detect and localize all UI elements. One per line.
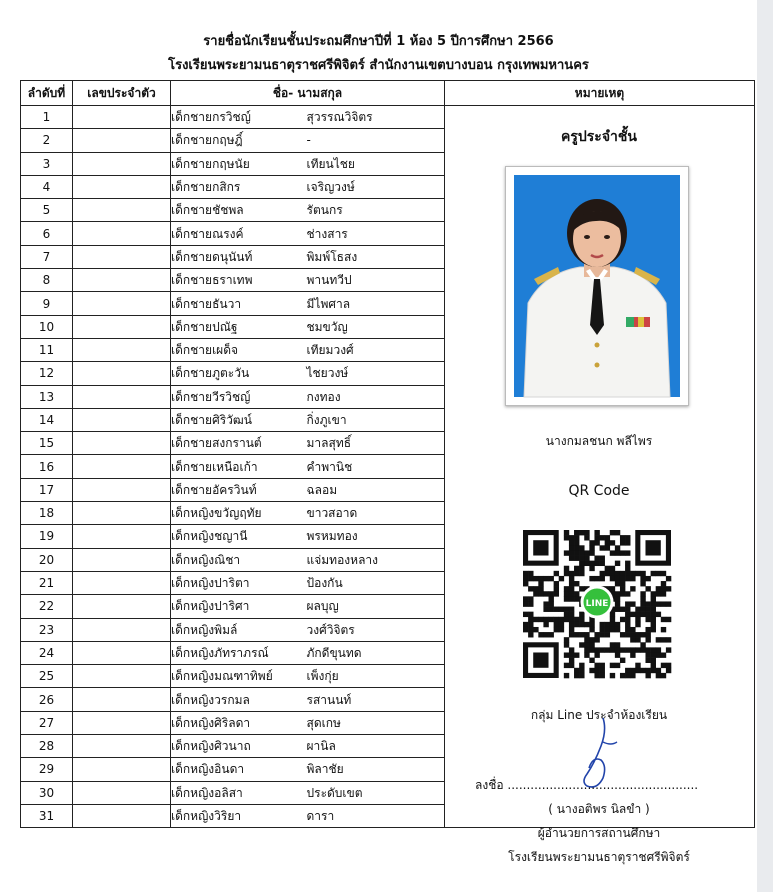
student-first-name: เด็กหญิงพิมล์	[171, 618, 307, 641]
remark-cell	[445, 106, 755, 864]
student-first-name: เด็กหญิงมณฑาทิพย์	[171, 665, 307, 688]
student-id	[73, 199, 171, 222]
student-id	[73, 245, 171, 268]
student-first-name: เด็กชายธราเทพ	[171, 269, 307, 292]
student-last-name: มาลสุทธิ์	[307, 432, 445, 455]
student-id	[73, 269, 171, 292]
row-number: 20	[21, 548, 73, 571]
student-first-name: เด็กหญิงอินดา	[171, 758, 307, 781]
student-first-name: เด็กชายกสิกร	[171, 175, 307, 198]
director-name: ( นางอติพร นิลขำ )	[548, 802, 650, 816]
row-number: 1	[21, 106, 73, 129]
student-id	[73, 781, 171, 804]
student-id	[73, 175, 171, 198]
row-number: 4	[21, 175, 73, 198]
student-last-name: -	[307, 129, 445, 152]
student-first-name: เด็กหญิงศิริลดา	[171, 711, 307, 734]
student-id	[73, 641, 171, 664]
student-last-name: ช่างสาร	[307, 222, 445, 245]
student-last-name: ผานิล	[307, 735, 445, 758]
student-id	[73, 385, 171, 408]
teacher-photo-frame	[505, 166, 689, 406]
student-first-name: เด็กหญิงชญานี	[171, 525, 307, 548]
student-first-name: เด็กชายเผด็จ	[171, 338, 307, 361]
student-first-name: เด็กชายภูตะวัน	[171, 362, 307, 385]
row-number: 29	[21, 758, 73, 781]
student-id	[73, 315, 171, 338]
student-first-name: เด็กหญิงภัทราภรณ์	[171, 641, 307, 664]
student-last-name: ไชยวงษ์	[307, 362, 445, 385]
student-first-name: เด็กชายศิริวัฒน์	[171, 408, 307, 431]
student-first-name: เด็กชายดนุนันท์	[171, 245, 307, 268]
table-row	[21, 106, 755, 129]
student-id	[73, 338, 171, 361]
teacher-photo	[514, 175, 680, 397]
student-first-name: เด็กชายกฤษนัย	[171, 152, 307, 175]
student-last-name: ภักดีขุนทด	[307, 641, 445, 664]
teacher-name: นางกมลชนก พลีไพร	[545, 434, 653, 448]
student-first-name: เด็กชายชัชพล	[171, 199, 307, 222]
row-number: 13	[21, 385, 73, 408]
student-first-name: เด็กหญิงวิริยา	[171, 804, 307, 827]
header-no: ลำดับที่	[21, 81, 73, 106]
student-id	[73, 525, 171, 548]
student-id	[73, 106, 171, 129]
row-number: 15	[21, 432, 73, 455]
roster-body	[21, 106, 755, 864]
student-first-name: เด็กชายกฤษฎิ์	[171, 129, 307, 152]
student-first-name: เด็กหญิงปาริตา	[171, 571, 307, 594]
table-header-row	[21, 81, 755, 106]
student-last-name: ชมขวัญ	[307, 315, 445, 338]
student-last-name: กงทอง	[307, 385, 445, 408]
student-last-name: สุดเกษ	[307, 711, 445, 734]
row-number: 22	[21, 595, 73, 618]
student-last-name: ดารา	[307, 804, 445, 827]
row-number: 26	[21, 688, 73, 711]
header-remark: หมายเหตุ	[445, 81, 755, 106]
student-id	[73, 688, 171, 711]
row-number: 30	[21, 781, 73, 804]
student-id	[73, 478, 171, 501]
homeroom-teacher-heading: ครูประจำชั้น	[561, 129, 637, 145]
student-first-name: เด็กหญิงปาริศา	[171, 595, 307, 618]
student-id	[73, 618, 171, 641]
student-first-name: เด็กหญิงอลิสา	[171, 781, 307, 804]
row-number: 23	[21, 618, 73, 641]
student-last-name: ฉลอม	[307, 478, 445, 501]
student-id	[73, 129, 171, 152]
student-last-name: พรหมทอง	[307, 525, 445, 548]
student-id	[73, 408, 171, 431]
student-id	[73, 571, 171, 594]
student-id	[73, 665, 171, 688]
row-number: 10	[21, 315, 73, 338]
row-number: 21	[21, 571, 73, 594]
student-last-name: ขาวสอาด	[307, 502, 445, 525]
student-last-name: ผลบุญ	[307, 595, 445, 618]
student-first-name: เด็กชายสงกรานต์	[171, 432, 307, 455]
row-number: 3	[21, 152, 73, 175]
row-number: 16	[21, 455, 73, 478]
student-last-name: กิ่งภูเขา	[307, 408, 445, 431]
row-number: 7	[21, 245, 73, 268]
header-student-id: เลขประจำตัว	[73, 81, 171, 106]
student-last-name: คำพานิช	[307, 455, 445, 478]
student-first-name: เด็กชายวีรวิชญ์	[171, 385, 307, 408]
student-last-name: รสานนท์	[307, 688, 445, 711]
student-last-name: พิมพ์โธสง	[307, 245, 445, 268]
student-id	[73, 292, 171, 315]
student-first-name: เด็กหญิงศิวนาถ	[171, 735, 307, 758]
student-id	[73, 455, 171, 478]
student-first-name: เด็กชายณรงค์	[171, 222, 307, 245]
student-first-name: เด็กหญิงวรกมล	[171, 688, 307, 711]
student-last-name: สุวรรณวิจิตร	[307, 106, 445, 129]
school-subtitle: โรงเรียนพระยามนธาตุราชศรีพิจิตร์ สำนักงานเขตบางบอน กรุงเทพมหานคร	[168, 58, 589, 73]
row-number: 6	[21, 222, 73, 245]
row-number: 2	[21, 129, 73, 152]
student-last-name: พานทวีป	[307, 269, 445, 292]
row-number: 9	[21, 292, 73, 315]
student-last-name: เจริญวงษ์	[307, 175, 445, 198]
remark-panel	[445, 106, 753, 864]
signature-line: ลงชื่อ ..................................................	[475, 778, 699, 792]
row-number: 19	[21, 525, 73, 548]
student-id	[73, 362, 171, 385]
student-first-name: เด็กชายเหนือเก้า	[171, 455, 307, 478]
student-first-name: เด็กชายปณัฐ	[171, 315, 307, 338]
student-id	[73, 758, 171, 781]
student-last-name: พิลาชัย	[307, 758, 445, 781]
student-roster-table	[20, 80, 755, 864]
student-last-name: วงศ์วิจิตร	[307, 618, 445, 641]
student-first-name: เด็กหญิงณิชา	[171, 548, 307, 571]
student-id	[73, 804, 171, 827]
row-number: 28	[21, 735, 73, 758]
student-first-name: เด็กชายธันวา	[171, 292, 307, 315]
row-number: 18	[21, 502, 73, 525]
row-number: 5	[21, 199, 73, 222]
student-last-name: ประดับเขต	[307, 781, 445, 804]
line-logo-text: LINE	[585, 599, 609, 609]
row-number: 14	[21, 408, 73, 431]
student-id	[73, 502, 171, 525]
student-last-name: รัตนกร	[307, 199, 445, 222]
document-title: รายชื่อนักเรียนชั้นประถมศึกษาปีที่ 1 ห้อง 5 ปีการศึกษา 2566	[203, 34, 554, 49]
qr-code-label: QR Code	[568, 483, 630, 499]
row-number: 27	[21, 711, 73, 734]
student-last-name: เทียมวงศ์	[307, 338, 445, 361]
student-id	[73, 548, 171, 571]
student-id	[73, 711, 171, 734]
student-id	[73, 595, 171, 618]
student-first-name: เด็กชายอัครวินท์	[171, 478, 307, 501]
student-id	[73, 735, 171, 758]
student-last-name: เพ็งกุ่ย	[307, 665, 445, 688]
director-school: โรงเรียนพระยามนธาตุราชศรีพิจิตร์	[508, 850, 690, 864]
student-last-name: มีไพศาล	[307, 292, 445, 315]
line-group-qr-code	[523, 530, 671, 678]
line-group-caption: กลุ่ม Line ประจำห้องเรียน	[530, 708, 668, 722]
student-last-name: แจ่มทองหลาง	[307, 548, 445, 571]
student-id	[73, 432, 171, 455]
row-number: 12	[21, 362, 73, 385]
header-name: ชื่อ- นามสกุล	[171, 81, 445, 106]
row-number: 31	[21, 804, 73, 827]
row-number: 24	[21, 641, 73, 664]
student-first-name: เด็กหญิงขวัญฤทัย	[171, 502, 307, 525]
student-id	[73, 152, 171, 175]
student-first-name: เด็กชายกรวิชญ์	[171, 106, 307, 129]
student-last-name: ป้องกัน	[307, 571, 445, 594]
teacher-portrait-image	[514, 175, 680, 397]
row-number: 8	[21, 269, 73, 292]
director-title: ผู้อำนวยการสถานศึกษา	[537, 826, 661, 840]
student-id	[73, 222, 171, 245]
row-number: 17	[21, 478, 73, 501]
student-last-name: เทียนไชย	[307, 152, 445, 175]
qr-code-image	[523, 530, 671, 678]
row-number: 25	[21, 665, 73, 688]
row-number: 11	[21, 338, 73, 361]
